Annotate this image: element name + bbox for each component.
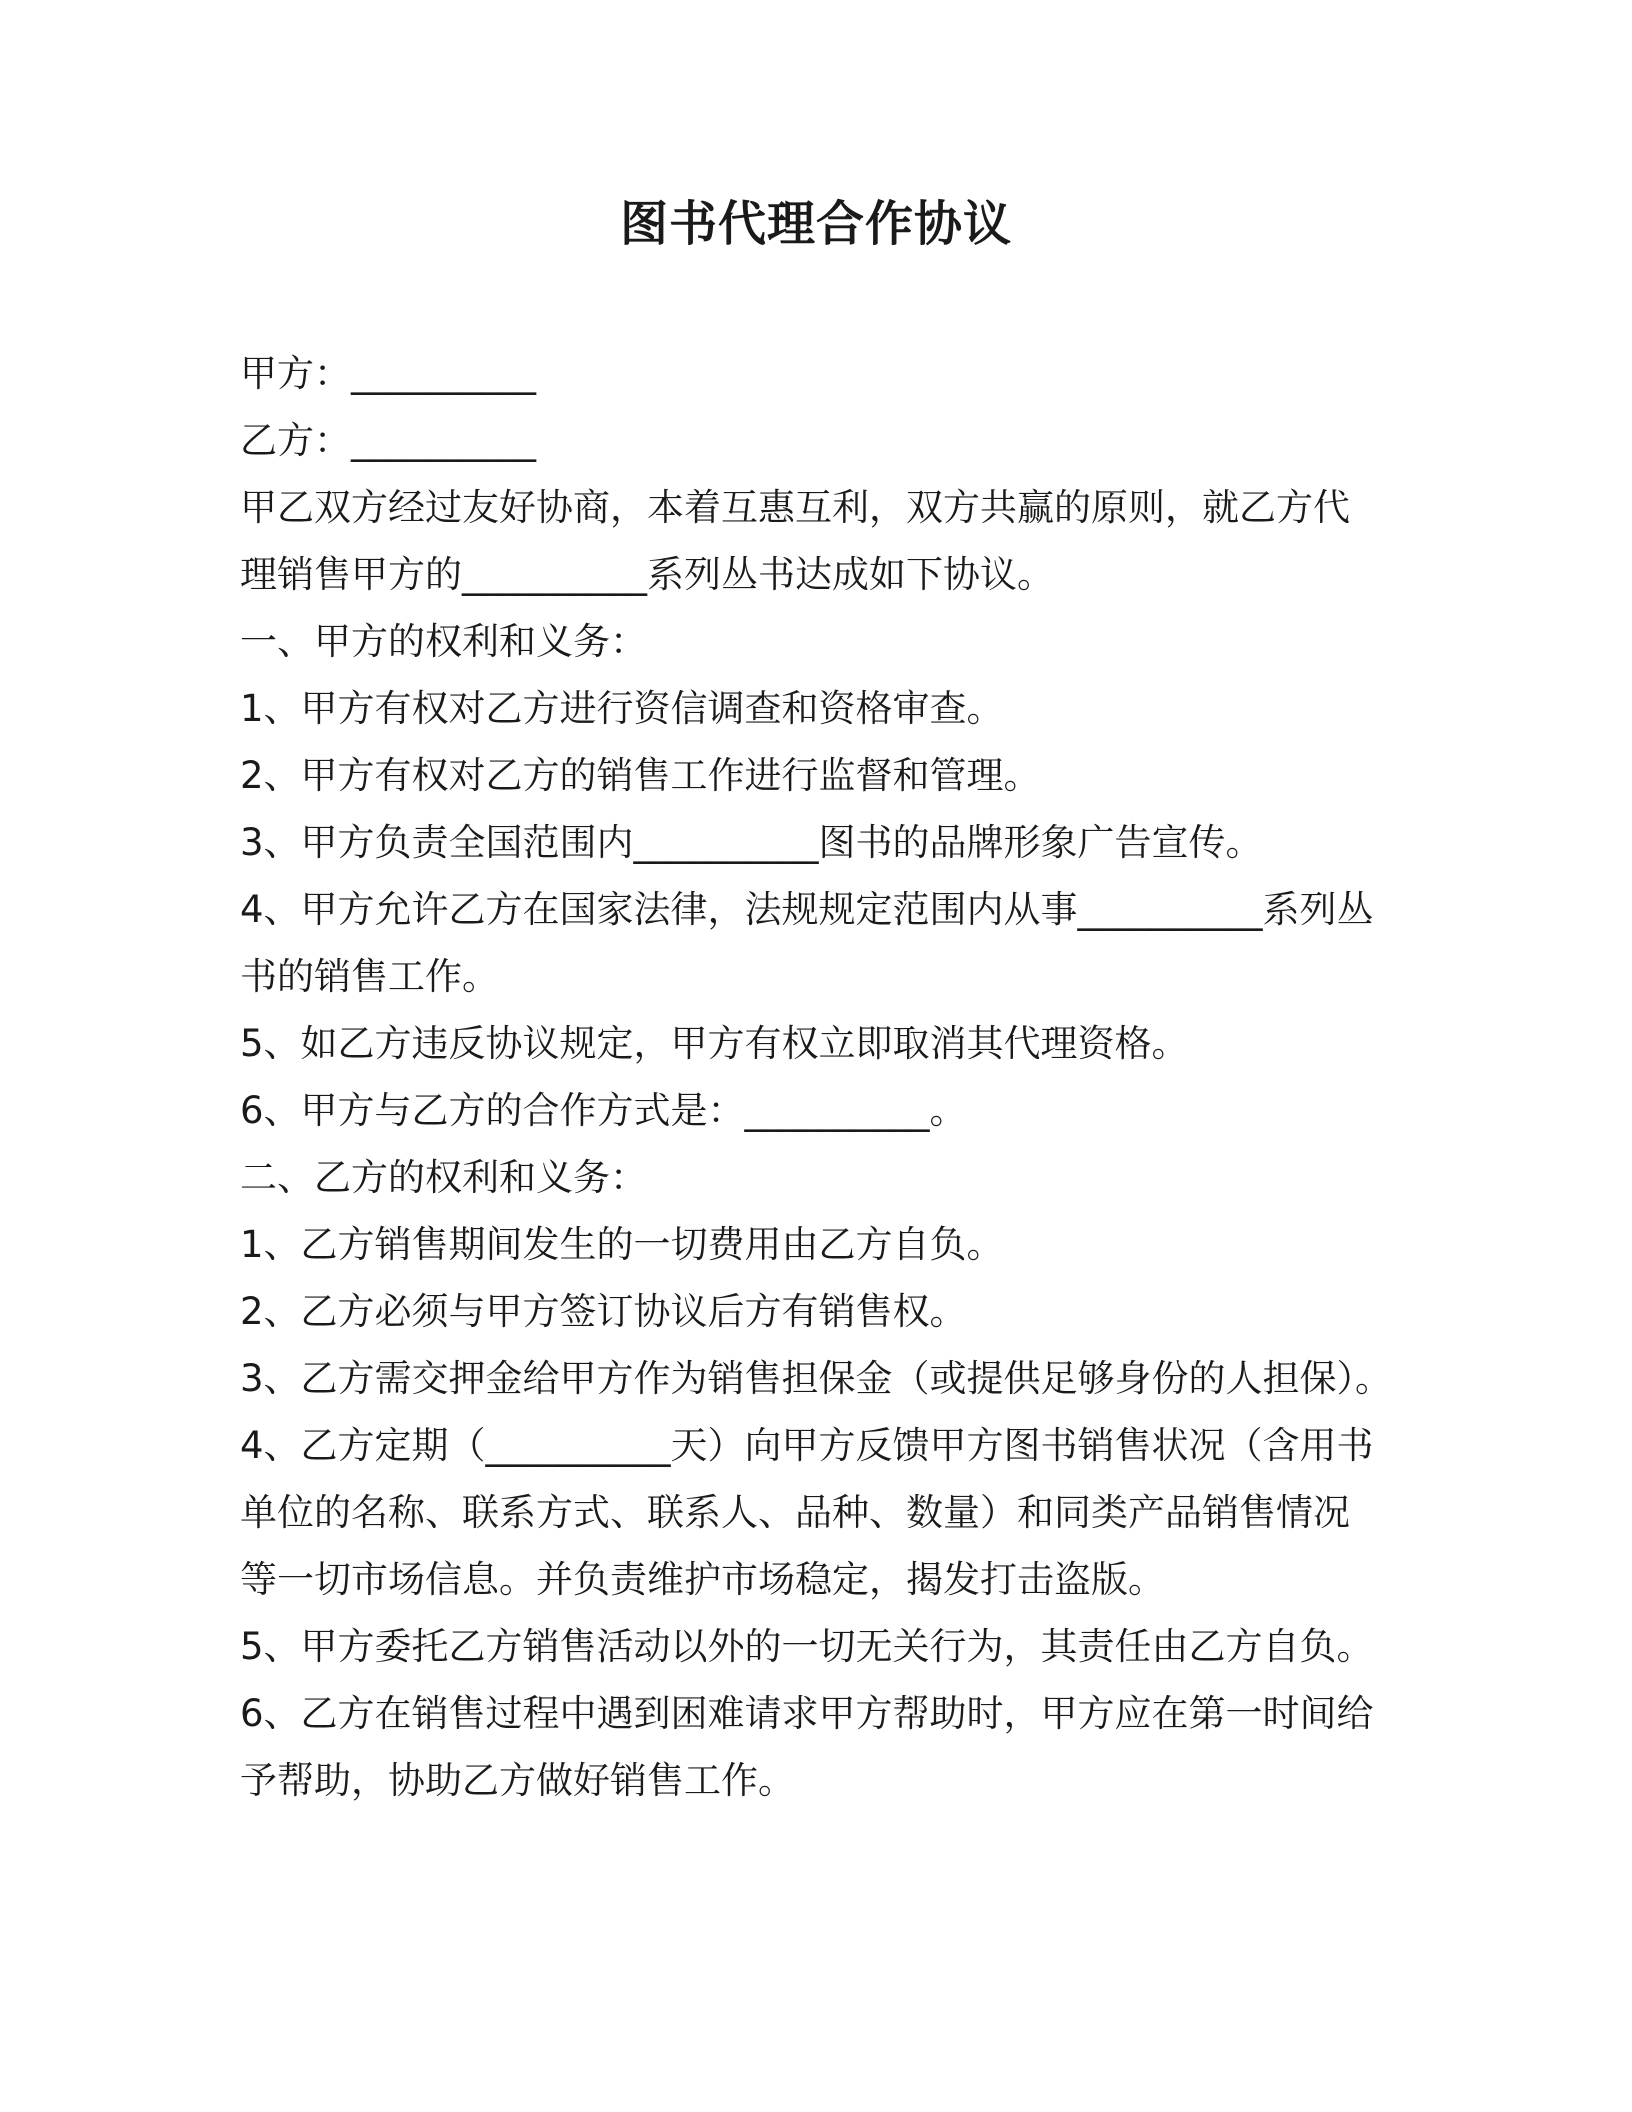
- section-heading-party-a: 一、甲方的权利和义务：: [240, 620, 647, 663]
- clause-b-5: 5、甲方委托乙方销售活动以外的一切无关行为，其责任由乙方自负。: [240, 1625, 1374, 1668]
- clause-b-3: 3、乙方需交押金给甲方作为销售担保金（或提供足够身份的人担保）。: [240, 1357, 1393, 1400]
- party-a-line: 甲方：__________: [240, 352, 536, 395]
- clause-a-4: 4、甲方允许乙方在国家法律，法规规定范围内从事__________系列丛: [240, 888, 1374, 931]
- clause-b-1: 1、乙方销售期间发生的一切费用由乙方自负。: [240, 1223, 1004, 1266]
- document-title: 图书代理合作协议: [619, 196, 1012, 252]
- clause-b-6-cont: 予帮助，协助乙方做好销售工作。: [240, 1759, 795, 1802]
- clause-b-6: 6、乙方在销售过程中遇到困难请求甲方帮助时，甲方应在第一时间给: [240, 1692, 1374, 1735]
- section-heading-party-b: 二、乙方的权利和义务：: [240, 1156, 647, 1199]
- clause-a-5: 5、如乙方违反协议规定，甲方有权立即取消其代理资格。: [240, 1022, 1189, 1065]
- document-body: [240, 340, 1400, 1814]
- clause-a-2: 2、甲方有权对乙方的销售工作进行监督和管理。: [240, 754, 1041, 797]
- party-b-line: 乙方：__________: [240, 419, 536, 462]
- clause-b-4: 4、乙方定期（__________天）向甲方反馈甲方图书销售状况（含用书: [240, 1424, 1374, 1467]
- clause-b-4-cont-2: 等一切市场信息。并负责维护市场稳定，揭发打击盗版。: [240, 1558, 1165, 1601]
- intro-line-2: 理销售甲方的__________系列丛书达成如下协议。: [240, 553, 1054, 596]
- intro-line-1: 甲乙双方经过友好协商，本着互惠互利，双方共赢的原则，就乙方代: [240, 486, 1350, 529]
- clause-b-4-cont-1: 单位的名称、联系方式、联系人、品种、数量）和同类产品销售情况: [240, 1491, 1350, 1534]
- clause-a-1: 1、甲方有权对乙方进行资信调查和资格审查。: [240, 687, 1004, 730]
- clause-a-6: 6、甲方与乙方的合作方式是：__________。: [240, 1089, 967, 1132]
- clause-a-4-cont: 书的销售工作。: [240, 955, 499, 998]
- clause-a-3: 3、甲方负责全国范围内__________图书的品牌形象广告宣传。: [240, 821, 1263, 864]
- clause-b-2: 2、乙方必须与甲方签订协议后方有销售权。: [240, 1290, 967, 1333]
